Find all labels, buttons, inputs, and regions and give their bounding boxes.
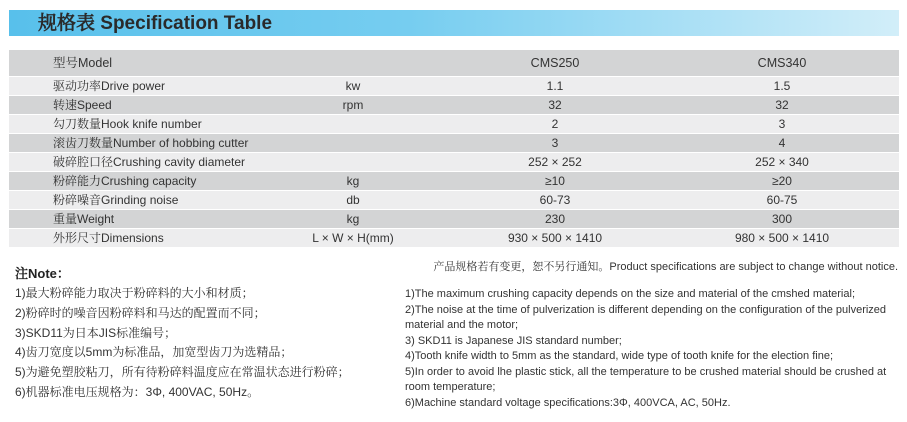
table-row [9,77,899,96]
row-unit: rpm [261,96,445,115]
row-item: 勾刀数量Hook knife number [9,115,261,134]
table-row [9,172,899,191]
header-unit [261,50,445,77]
row-item: 驱动功率Drive power [9,77,261,96]
row-unit [261,153,445,172]
notes-list-chinese [15,284,395,403]
table-header-row [9,50,899,77]
note-item: 2)粉碎时的噪音因粉碎料和马达的配置而不同； [15,305,266,320]
row-value-b: 4 [665,134,899,153]
row-item: 粉碎能力Crushing capacity [9,172,261,191]
row-value-b: 32 [665,96,899,115]
spec-table [9,50,899,248]
header-model-a: CMS250 [445,50,665,77]
note-item: 6)Machine standard voltage specifications:3Φ, 400VCA, AC, 50Hz. [405,396,731,409]
note-item: 1)最大粉碎能力取决于粉碎料的大小和材质； [15,286,254,300]
row-item: 粉碎噪音Grinding noise [9,191,261,210]
row-value-a: 230 [445,210,665,229]
note-item: 4)齿刀宽度以5mm为标准品，加宽型齿刀为选精品； [15,345,293,360]
row-value-b: 60-75 [665,191,899,210]
row-unit [261,115,445,134]
note-item: 5)为避免塑胶粘刀，所有待粉碎料温度应在常温状态进行粉碎； [15,365,350,380]
table-row [9,134,899,153]
note-item: 5)In order to avoid lhe plastic stick, all the temperature to be crushed material should be crushed at room temperature; [405,365,887,393]
row-unit [261,134,445,153]
note-item: 1)The maximum crushing capacity depends on the size and material of the cmshed material; [405,288,855,300]
row-item: 滚齿刀数量Number of hobbing cutter [9,134,261,153]
row-item: 破碎腔口径Crushing cavity diameter [9,153,261,172]
row-value-b: 3 [665,115,899,134]
row-value-b: 252 × 340 [665,153,899,172]
row-value-b: 1.5 [665,77,899,96]
row-value-a: 930 × 500 × 1410 [445,229,665,248]
row-value-b: 300 [665,210,899,229]
table-row [9,96,899,115]
note-item: 3) SKD11 is Japanese JIS standard number; [405,334,622,347]
row-value-a: 1.1 [445,77,665,96]
row-unit: kg [261,210,445,229]
row-value-b: ≥20 [665,172,899,191]
row-unit: db [261,191,445,210]
table-row [9,210,899,229]
note-item: 2)The noise at the time of pulverization is different depending on the configuration of the pulverized material and the motor; [405,303,887,331]
row-value-a: 3 [445,134,665,153]
row-value-a: 32 [445,96,665,115]
table-row [9,153,899,172]
row-value-b: 980 × 500 × 1410 [665,229,899,248]
note-item: 4)Tooth knife width to 5mm as the standard, wide type of tooth knife for the election fine; [405,350,834,362]
row-item: 外形尺寸Dimensions [9,229,261,248]
table-row [9,115,899,134]
row-item: 转速Speed [9,96,261,115]
row-item: 重量Weight [9,210,261,229]
row-value-a: ≥10 [445,172,665,191]
table-row [9,191,899,210]
row-value-a: 252 × 252 [445,153,665,172]
page-title: 规格表 Specification Table [38,13,273,34]
row-value-a: 2 [445,115,665,134]
notes-list-english [405,287,897,411]
disclaimer-text: 产品规格若有变更，恕不另行通知。Product specifications are subject to change without notice. [433,261,898,273]
header-model-b: CMS340 [665,50,899,77]
row-value-a: 60-73 [445,191,665,210]
row-unit: kw [261,77,445,96]
row-unit: L × W × H(mm) [261,229,445,248]
row-unit: kg [261,172,445,191]
table-row [9,229,899,248]
note-item: 6)机器标准电压规格为：3Φ, 400VAC, 50Hz。 [15,384,260,399]
header-model: 型号Model [9,50,261,77]
notes-title: 注Note： [15,266,70,281]
note-item: 3)SKD11为日本JIS标准编号； [15,325,177,340]
